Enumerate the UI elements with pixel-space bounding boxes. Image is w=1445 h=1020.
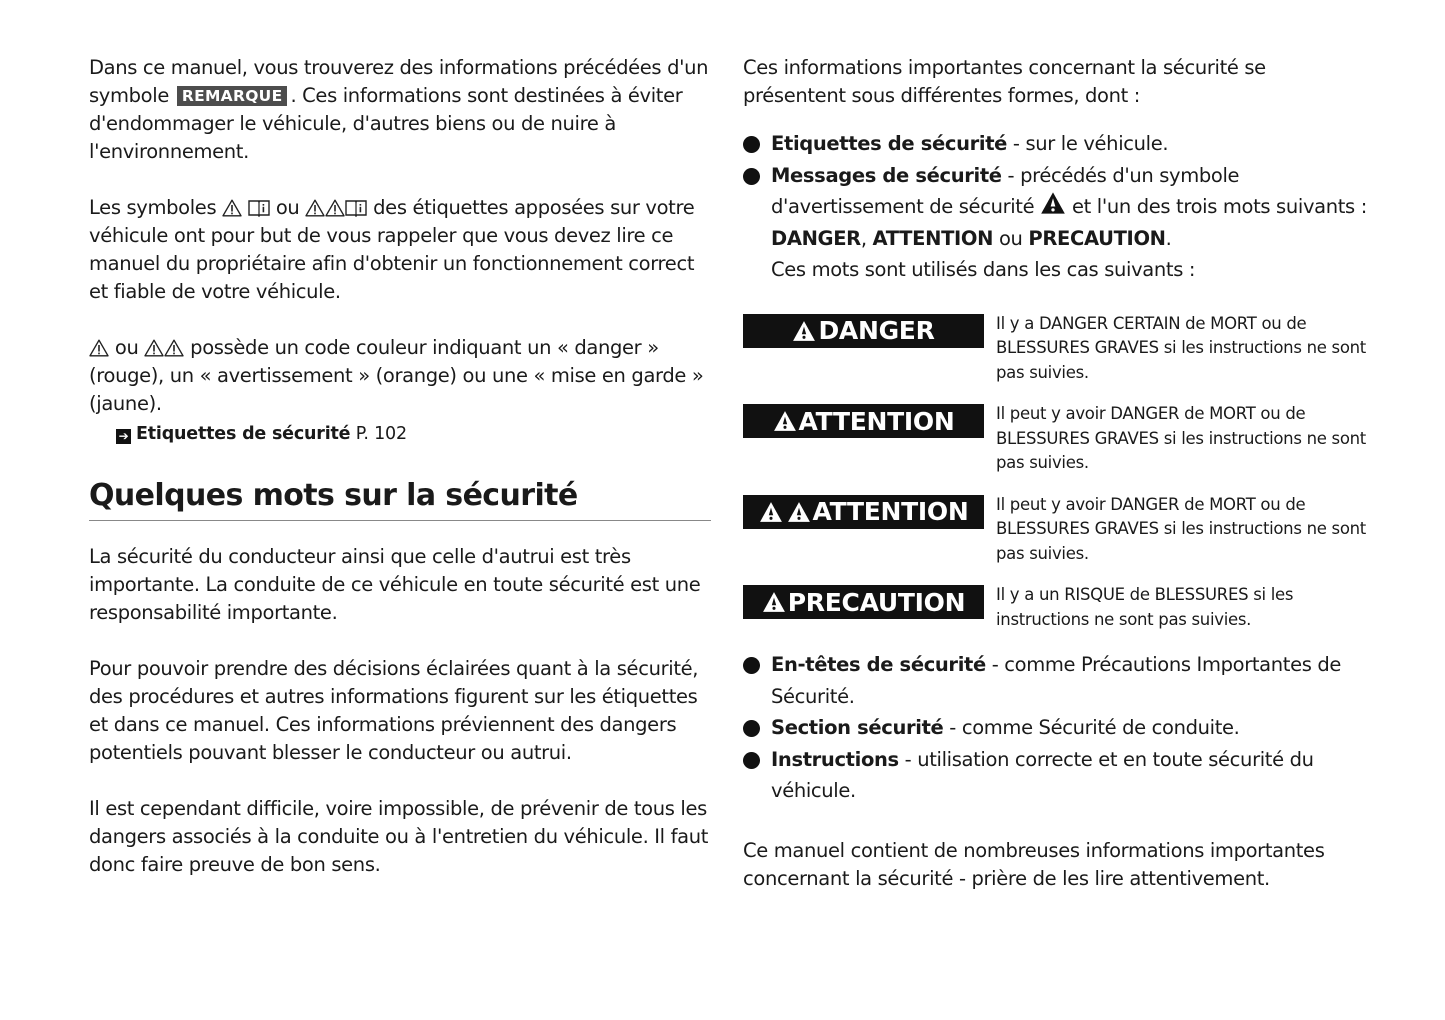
bullet-icon [743,168,760,185]
precaution-label: PRECAUTION [743,585,984,619]
safety-alert-icon [773,410,797,432]
bullet-list-2 [743,649,1373,807]
danger-label: DANGER [743,314,984,348]
signal-description: Il peut y avoir DANGER de MORT ou de BLESSURES GRAVES si les instructions ne sont pas suivies. [996,404,1366,472]
section-heading: Quelques mots sur la sécurité [89,478,578,513]
list-item: Etiquettes de sécurité - sur le véhicule. [743,128,1373,160]
safety-paragraph-3: Il est cependant difficile, voire impossible, de prévenir de tous les dangers associés à la conduite ou à l'entretien du véhicule. Il faut donc faire preuve de bon sens. [89,797,708,876]
manual-book-icon [248,199,270,217]
bullet-icon [743,657,760,674]
bullet-list-1 [743,128,1373,286]
right-column [743,54,1373,893]
signal-description: Il peut y avoir DANGER de MORT ou de BLESSURES GRAVES si les instructions ne sont pas suivies. [996,494,1366,563]
warning-triangle-icon [144,339,164,357]
symbols-paragraph: Les symboles ou des étiquettes apposées sur votre véhicule ont pour but de vous rappeler que vous devez lire ce manuel du propriétaire afin d'obtenir un fonctionnement correct et fiable de votre véhicule. [89,196,695,303]
safety-paragraph-2: Pour pouvoir prendre des décisions éclairées quant à la sécurité, des procédures et autres informations figurent sur les étiquettes et dans ce manuel. Ces informations préviennent des dangers potentiels pouvant blesser le conducteur ou autrui. [89,657,699,764]
signal-row-precaution [743,583,1373,632]
safety-alert-icon [792,320,816,342]
safety-alert-icon [1040,191,1066,215]
warning-triangle-icon [164,339,184,357]
list-item: Instructions - utilisation correcte et en toute sécurité du véhicule. [743,744,1373,807]
signal-row-danger [743,312,1373,386]
list-item: En-têtes de sécurité - comme Précautions Importantes de Sécurité. [743,649,1373,712]
left-column [89,54,711,879]
signal-description: Il y a DANGER CERTAIN de MORT ou de BLESSURES GRAVES si les instructions ne sont pas suivies. [996,313,1366,382]
intro-paragraph: Ces informations importantes concernant la sécurité se présentent sous différentes formes, dont : [743,56,1266,107]
remark-paragraph: Dans ce manuel, vous trouverez des informations précédées d'un symbole REMARQUE . Ces informations sont destinées à éviter d'endommager le véhicule, d'autres biens ou de nuire à l'environnement. [89,56,709,163]
safety-alert-icon [759,501,783,523]
cross-reference-link[interactable]: ➔ Etiquettes de sécurité P. 102 [116,422,711,446]
warning-triangle-icon [89,339,109,357]
bullet-icon [743,720,760,737]
signal-row-attention-double [743,493,1373,567]
warning-triangle-icon [222,199,242,217]
safety-alert-icon [762,591,786,613]
color-code-paragraph: ou possède un code couleur indiquant un « danger » (rouge), un « avertissement » (orange) ou une « mise en garde » (jaune). [89,336,704,415]
safety-alert-icon [787,501,811,523]
bullet-icon [743,752,760,769]
warning-triangle-icon [305,199,325,217]
list-item: Section sécurité - comme Sécurité de conduite. [743,712,1373,744]
closing-paragraph: Ce manuel contient de nombreuses informations importantes concernant la sécurité - prière de les lire attentivement. [743,838,1325,890]
arrow-right-icon: ➔ [116,429,131,444]
list-item: Messages de sécurité - précédés d'un symbole d'avertissement de sécurité et l'un des trois mots suivants : DANGER, ATTENTION ou PRECAUTION. Ces mots sont utilisés dans les cas suivants : [743,160,1373,286]
remarque-tag: REMARQUE [177,86,288,106]
attention-label: ATTENTION [743,404,984,438]
safety-paragraph-1: La sécurité du conducteur ainsi que celle d'autrui est très importante. La conduite de ce véhicule en toute sécurité est une responsabilité importante. [89,545,701,624]
bullet-icon [743,136,760,153]
signal-row-attention [743,402,1373,476]
manual-book-icon [345,199,367,217]
attention-double-label: ATTENTION [743,495,984,529]
signal-word-table [743,312,1373,633]
heading-divider [89,520,711,521]
warning-triangle-icon [325,199,345,217]
signal-description: Il y a un RISQUE de BLESSURES si les instructions ne sont pas suivies. [996,585,1294,629]
